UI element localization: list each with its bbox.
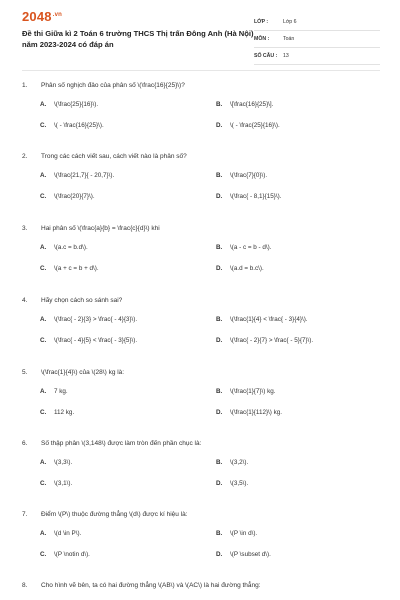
answer-option-a[interactable] <box>40 387 200 397</box>
question-text <box>22 439 378 449</box>
question-stem: \(\frac{1}{4}\) của \(28\) kg là: <box>41 369 125 376</box>
meta-value: 13 <box>283 53 289 59</box>
option-letter: C. <box>40 193 47 200</box>
option-text: \[\frac{16}{25}\]. <box>230 101 274 108</box>
exam-meta <box>254 14 380 65</box>
meta-row-class <box>254 14 380 31</box>
option-text: \(\frac{1}{7}\) kg. <box>230 388 276 395</box>
answer-option-a[interactable] <box>40 171 200 181</box>
option-text: \( - \frac{25}{16}\). <box>230 122 280 129</box>
answer-option-c[interactable] <box>40 121 200 131</box>
option-letter: A. <box>40 101 47 108</box>
meta-row-subject <box>254 31 380 48</box>
answer-option-d[interactable] <box>216 479 376 489</box>
answer-option-b[interactable] <box>216 100 376 110</box>
option-text: \(a.d = b.c\). <box>230 265 264 272</box>
question-number: 1. <box>22 82 28 89</box>
option-text: \(P \subset d\). <box>230 551 271 558</box>
question-stem: Hai phân số \(\frac{a}{b} = \frac{c}{d}\) khi <box>41 225 160 232</box>
answer-option-c[interactable] <box>40 550 200 560</box>
logo-suffix: .vn <box>52 11 63 18</box>
page-header <box>0 0 400 66</box>
answer-option-c[interactable] <box>40 192 200 202</box>
option-letter: D. <box>216 265 223 272</box>
option-letter: B. <box>216 244 223 251</box>
answer-option-d[interactable] <box>216 121 376 131</box>
option-text: \(a - c = b - d\). <box>230 244 272 251</box>
question-number: 6. <box>22 440 28 447</box>
question-text <box>22 510 378 520</box>
answer-option-c[interactable] <box>40 264 200 274</box>
answer-option-d[interactable] <box>216 192 376 202</box>
question-2 <box>22 152 378 200</box>
answer-option-b[interactable] <box>216 387 376 397</box>
question-6 <box>22 439 378 487</box>
answer-option-b[interactable] <box>216 315 376 325</box>
question-7 <box>22 510 378 558</box>
option-letter: D. <box>216 409 223 416</box>
option-text: \(P \in d\). <box>230 530 258 537</box>
question-number: 4. <box>22 297 28 304</box>
answer-option-a[interactable] <box>40 529 200 539</box>
option-text: 7 kg. <box>54 388 68 395</box>
question-text <box>22 81 378 91</box>
answer-option-a[interactable] <box>40 315 200 325</box>
option-text: \(\frac{1}{112}\) kg. <box>230 409 283 416</box>
option-letter: A. <box>40 244 47 251</box>
option-letter: B. <box>216 530 223 537</box>
option-letter: D. <box>216 337 223 344</box>
question-8 <box>22 581 378 591</box>
option-text: \(3,5\). <box>230 480 249 487</box>
option-text: \( - \frac{16}{25}\). <box>54 122 104 129</box>
question-5 <box>22 368 378 416</box>
option-text: \(\frac{7}{0}\). <box>230 172 268 179</box>
meta-row-count <box>254 48 380 65</box>
question-number: 2. <box>22 153 28 160</box>
answer-option-a[interactable] <box>40 243 200 253</box>
question-1 <box>22 81 378 129</box>
option-letter: A. <box>40 530 47 537</box>
option-letter: B. <box>216 101 223 108</box>
option-text: \(\frac{1}{4} < \frac{ - 3}{4}\). <box>230 316 308 323</box>
option-letter: D. <box>216 122 223 129</box>
option-letter: C. <box>40 265 47 272</box>
option-text: \(\frac{ - 8,1}{15}\). <box>230 193 282 200</box>
option-text: \(\frac{21,7}{ - 20,7}\). <box>54 172 115 179</box>
logo-text: 2048 <box>22 9 52 24</box>
option-text: \(3,2\). <box>230 459 249 466</box>
question-text <box>22 152 378 162</box>
option-letter: C. <box>40 122 47 129</box>
answer-option-a[interactable] <box>40 100 200 110</box>
question-stem: Cho hình vẽ bên, ta có hai đường thẳng \(AB\) và \(AC\) là hai đường thẳng: <box>41 582 261 589</box>
option-letter: A. <box>40 459 47 466</box>
question-4 <box>22 296 378 344</box>
option-text: \(\frac{25}{16}\). <box>54 101 99 108</box>
answer-option-d[interactable] <box>216 550 376 560</box>
question-number: 5. <box>22 369 28 376</box>
answer-option-a[interactable] <box>40 458 200 468</box>
header-divider <box>22 70 380 71</box>
question-stem: Số thập phân \(3,148\) được làm tròn đến phần chục là: <box>41 440 202 447</box>
question-text <box>22 296 378 306</box>
question-text <box>22 368 378 378</box>
option-letter: D. <box>216 551 223 558</box>
question-text <box>22 224 378 234</box>
option-text: \(\frac{ - 2}{7} > \frac{ - 5}{7}\). <box>230 337 314 344</box>
answer-option-b[interactable] <box>216 243 376 253</box>
option-text: \(a.c = b.d\). <box>54 244 88 251</box>
answer-option-c[interactable] <box>40 408 200 418</box>
answer-option-d[interactable] <box>216 408 376 418</box>
question-stem: Phân số nghịch đảo của phân số \(\frac{16}{25}\)? <box>41 82 185 89</box>
option-letter: C. <box>40 337 47 344</box>
answer-option-c[interactable] <box>40 479 200 489</box>
option-text: \(3,1\). <box>54 480 73 487</box>
option-letter: D. <box>216 480 223 487</box>
option-letter: B. <box>216 459 223 466</box>
meta-key: SỐ CÂU : <box>254 53 278 59</box>
exam-title: Đề thi Giữa kì 2 Toán 6 trường THCS Thị trấn Đông Anh (Hà Nội) năm 2023-2024 có đáp án <box>22 29 254 49</box>
option-letter: A. <box>40 316 47 323</box>
option-letter: C. <box>40 551 47 558</box>
option-text: 112 kg. <box>54 409 75 416</box>
option-letter: B. <box>216 172 223 179</box>
meta-key: LỚP : <box>254 19 269 25</box>
meta-value: Toán <box>283 36 295 42</box>
question-number: 7. <box>22 511 28 518</box>
site-logo[interactable] <box>22 9 62 24</box>
option-text: \(\frac{ - 4}{5} < \frac{ - 3}{5}\). <box>54 337 138 344</box>
question-stem: Trong các cách viết sau, cách viết nào là phân số? <box>41 153 187 160</box>
question-text <box>22 581 378 591</box>
question-number: 3. <box>22 225 28 232</box>
option-letter: D. <box>216 193 223 200</box>
answer-option-b[interactable] <box>216 171 376 181</box>
answer-option-d[interactable] <box>216 336 376 346</box>
option-letter: B. <box>216 316 223 323</box>
option-text: \(P \notin d\). <box>54 551 90 558</box>
answer-option-d[interactable] <box>216 264 376 274</box>
option-letter: A. <box>40 388 47 395</box>
answer-option-b[interactable] <box>216 458 376 468</box>
answer-option-c[interactable] <box>40 336 200 346</box>
option-text: \(d \in P\). <box>54 530 82 537</box>
question-stem: Điểm \(P\) thuộc đường thẳng \(d\) được kí hiệu là: <box>41 511 188 518</box>
option-letter: C. <box>40 480 47 487</box>
option-letter: A. <box>40 172 47 179</box>
answer-option-b[interactable] <box>216 529 376 539</box>
question-3 <box>22 224 378 272</box>
option-letter: C. <box>40 409 47 416</box>
meta-value: Lớp 6 <box>283 19 297 25</box>
option-text: \(a + c = b + d\). <box>54 265 99 272</box>
question-stem: Hãy chọn cách so sánh sai? <box>41 297 123 304</box>
question-number: 8. <box>22 582 28 589</box>
option-text: \(3,3\). <box>54 459 73 466</box>
meta-key: MÔN : <box>254 36 270 42</box>
option-text: \(\frac{ - 2}{3} > \frac{ - 4}{3}\). <box>54 316 138 323</box>
option-letter: B. <box>216 388 223 395</box>
option-text: \(\frac{20}{7}\). <box>54 193 95 200</box>
